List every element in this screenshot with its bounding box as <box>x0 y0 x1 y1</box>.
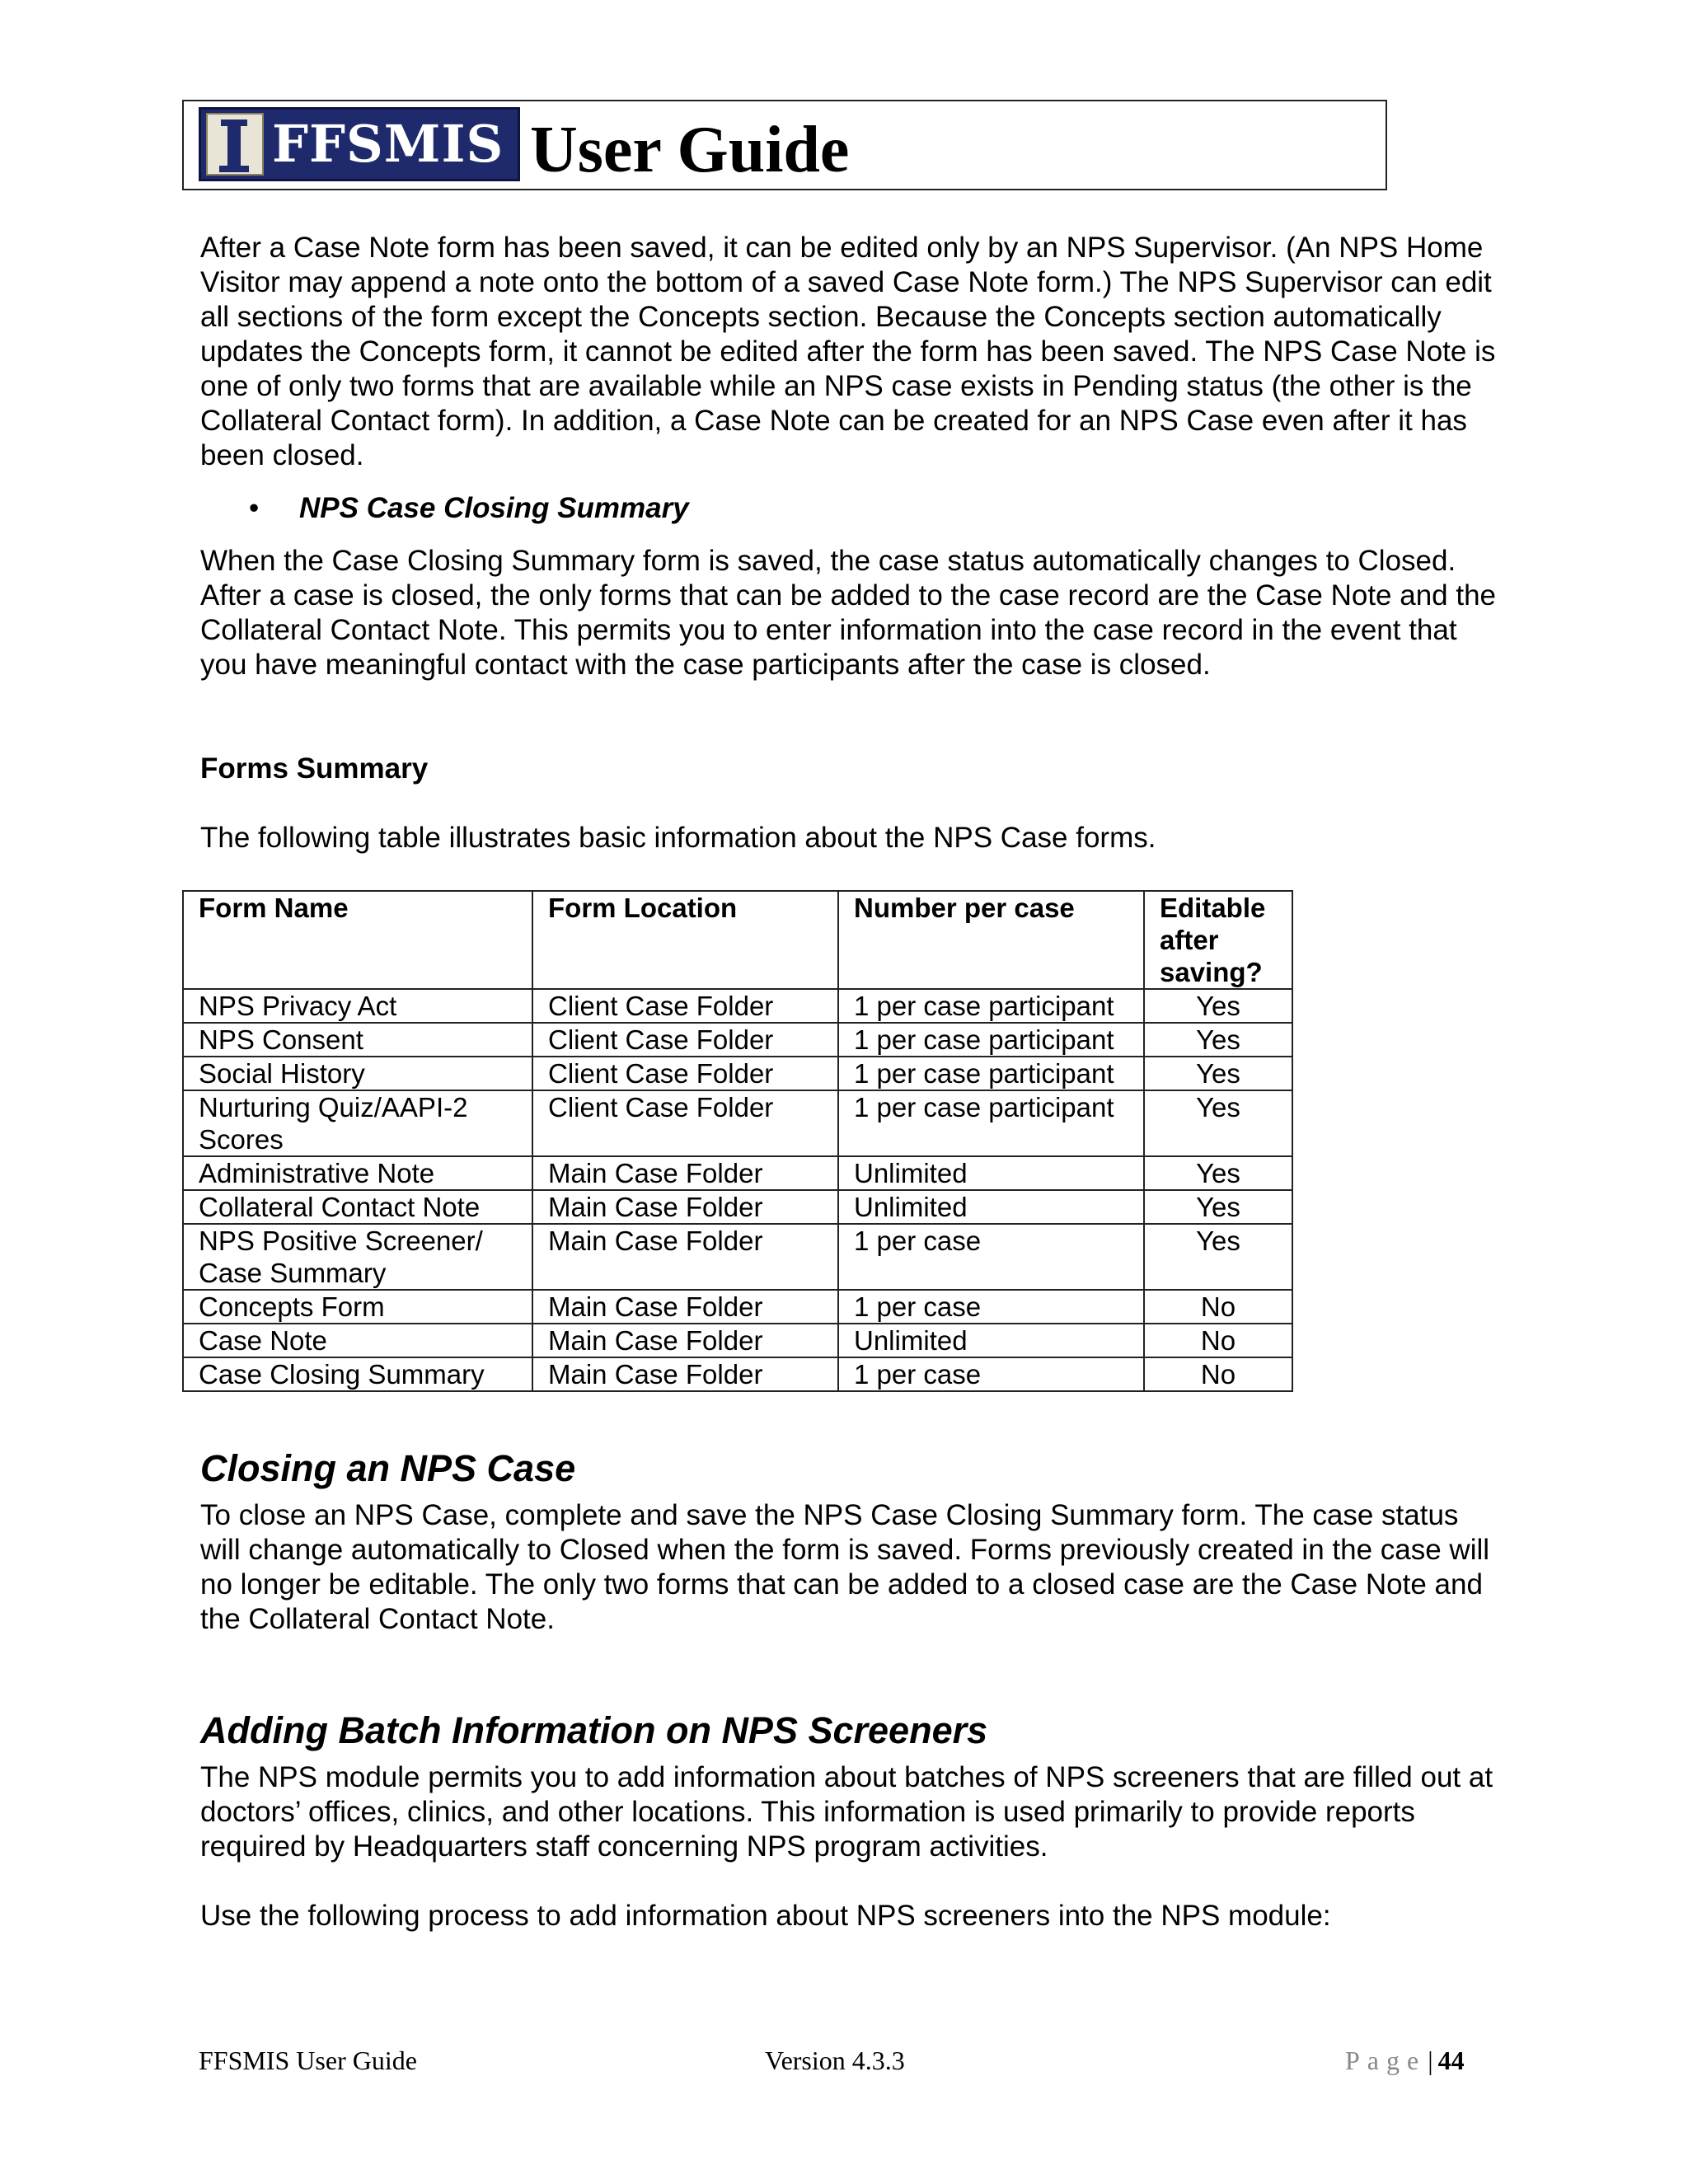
footer-page <box>1345 2044 1465 2077</box>
bullet-icon: • <box>249 492 260 524</box>
table-row <box>183 1023 1292 1057</box>
cell-form-name: Collateral Contact Note <box>183 1190 532 1224</box>
pillar-icon <box>206 113 264 176</box>
cell-editable: Yes <box>1144 989 1292 1023</box>
cell-form-name: Administrative Note <box>183 1156 532 1190</box>
section-title-closing: Closing an NPS Case <box>200 1447 576 1489</box>
process-intro: Use the following process to add information about NPS screeners into the NPS module: <box>200 1900 1331 1932</box>
cell-form-name: NPS Consent <box>183 1023 532 1057</box>
column-header-form-location: Form Location <box>532 891 838 989</box>
logo-text: FFSMIS <box>272 114 504 174</box>
header-banner <box>182 100 1387 190</box>
bullet-heading: NPS Case Closing Summary <box>299 492 689 524</box>
cell-editable: No <box>1144 1290 1292 1324</box>
intro-paragraph: After a Case Note form has been saved, it can be edited only by an NPS Supervisor. (An NPS Home Visitor may append a note onto the bottom of a saved Case Note form.) The NPS Supervisor can edit all sections of the form except the Concepts section. Because the Concepts section automatically updates the Concepts form, it cannot be edited after the form has been saved. The NPS Case Note is one of only two forms that are available while an NPS case exists in Pending status (the other is the Collateral Contact form). In addition, a Case Note can be created for an NPS Case even after it has been closed. <box>200 232 1496 471</box>
column-header-number-per-case: Number per case <box>838 891 1144 989</box>
cell-number-per-case: 1 per case <box>838 1224 1144 1290</box>
cell-editable: Yes <box>1144 1156 1292 1190</box>
cell-form-location: Main Case Folder <box>532 1290 838 1324</box>
cell-editable: No <box>1144 1324 1292 1357</box>
column-header-form-name: Form Name <box>183 891 532 989</box>
cell-form-location: Main Case Folder <box>532 1324 838 1357</box>
footer-page-number: 44 <box>1437 2046 1465 2075</box>
cell-editable: Yes <box>1144 1224 1292 1290</box>
cell-number-per-case: Unlimited <box>838 1190 1144 1224</box>
cell-form-location: Client Case Folder <box>532 1057 838 1090</box>
cell-form-name: Concepts Form <box>183 1290 532 1324</box>
table-header-row <box>183 891 1292 989</box>
cell-form-name: Case Note <box>183 1324 532 1357</box>
cell-form-location: Main Case Folder <box>532 1190 838 1224</box>
cell-number-per-case: Unlimited <box>838 1156 1144 1190</box>
table-row <box>183 1357 1292 1391</box>
table-row <box>183 1224 1292 1290</box>
cell-editable: Yes <box>1144 1057 1292 1090</box>
batch-paragraph: The NPS module permits you to add information about batches of NPS screeners that are filled out at doctors’ offices, clinics, and other locations. This information is used primarily to provide reports required by Headquarters staff concerning NPS program activities. <box>200 1761 1493 1863</box>
closing-paragraph: To close an NPS Case, complete and save the NPS Case Closing Summary form. The case status will change automatically to Closed when the form is saved. Forms previously created in the case will no longer be editable. The only two forms that can be added to a closed case are the Case Note and the Collateral Contact Note. <box>200 1499 1490 1635</box>
cell-number-per-case: 1 per case <box>838 1357 1144 1391</box>
cell-form-name: NPS Privacy Act <box>183 989 532 1023</box>
footer-doc-title: FFSMIS User Guide <box>199 2046 417 2075</box>
cell-number-per-case: 1 per case <box>838 1290 1144 1324</box>
table-row <box>183 1190 1292 1224</box>
cell-number-per-case: 1 per case participant <box>838 1057 1144 1090</box>
ffsmis-logo <box>199 107 520 181</box>
cell-form-name: Social History <box>183 1057 532 1090</box>
table-intro: The following table illustrates basic information about the NPS Case forms. <box>200 822 1156 854</box>
cell-form-location: Client Case Folder <box>532 1090 838 1156</box>
closing-summary-paragraph: When the Case Closing Summary form is saved, the case status automatically changes to Closed. After a case is closed, the only forms that can be added to the case record are the Case Note and the Collateral Contact Note. This permits you to enter information into the case record in the event that you have meaningful contact with the case participants after the case is closed. <box>200 545 1497 681</box>
cell-form-location: Main Case Folder <box>532 1156 838 1190</box>
table-row <box>183 1057 1292 1090</box>
table-row <box>183 989 1292 1023</box>
column-header-editable: Editable after saving? <box>1144 891 1292 989</box>
cell-editable: Yes <box>1144 1190 1292 1224</box>
section-title-batch: Adding Batch Information on NPS Screeners <box>200 1709 988 1751</box>
table-row <box>183 1324 1292 1357</box>
cell-editable: Yes <box>1144 1090 1292 1156</box>
cell-form-location: Main Case Folder <box>532 1224 838 1290</box>
cell-number-per-case: 1 per case participant <box>838 1023 1144 1057</box>
table-row <box>183 1156 1292 1190</box>
footer-version: Version 4.3.3 <box>765 2046 905 2075</box>
cell-editable: No <box>1144 1357 1292 1391</box>
cell-number-per-case: 1 per case participant <box>838 1090 1144 1156</box>
cell-form-name: Case Closing Summary <box>183 1357 532 1391</box>
cell-form-location: Main Case Folder <box>532 1357 838 1391</box>
header-title: User Guide <box>530 114 850 186</box>
cell-number-per-case: Unlimited <box>838 1324 1144 1357</box>
cell-form-name: Nurturing Quiz/AAPI-2 Scores <box>183 1090 532 1156</box>
cell-form-name: NPS Positive Screener/ Case Summary <box>183 1224 532 1290</box>
footer-separator: | <box>1428 2046 1433 2075</box>
table-row <box>183 1090 1292 1156</box>
footer-page-label: Page <box>1345 2046 1427 2075</box>
cell-number-per-case: 1 per case participant <box>838 989 1144 1023</box>
table-row <box>183 1290 1292 1324</box>
cell-editable: Yes <box>1144 1023 1292 1057</box>
forms-summary-heading: Forms Summary <box>200 752 429 785</box>
cell-form-location: Client Case Folder <box>532 1023 838 1057</box>
cell-form-location: Client Case Folder <box>532 989 838 1023</box>
forms-table <box>182 890 1293 1392</box>
